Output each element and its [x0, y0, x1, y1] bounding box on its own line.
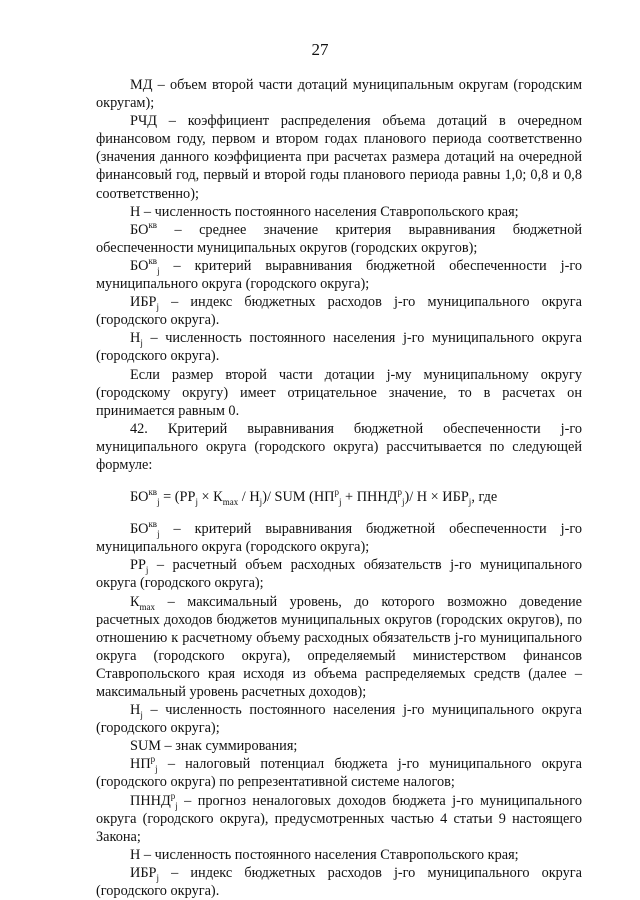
- paragraph-42: 42. Критерий выравнивания бюджетной обеспеченности j-го муниципального округа (городского округа) рассчитывается по следующей формуле:: [96, 420, 582, 473]
- definition-ibr-j: $ИБР_j$ – индекс бюджетных расходов j-го муниципального округа (городского округа).: [96, 864, 582, 900]
- paragraph-ibr-j: $ИБР_j$ – индекс бюджетных расходов j-го муниципального округа (городского округа).: [96, 294, 582, 329]
- paragraph-n-j: $Н_j$ – численность постоянного населения j-го муниципального округа (городского округа).: [96, 330, 582, 365]
- paragraph-rchd: РЧД – коэффициент распределения объема дотаций в очередном финансовом году, первом и втором годах планового периода соответственно (значения данного коэффициента при расчетах размера дотаций на очередной финансовый год, первый и второй годы планового периода равны 1,0; 0,8 и 0,8 соответственно);: [96, 113, 582, 202]
- paragraph-n: Н – численность постоянного населения Ставропольского края;: [130, 203, 519, 220]
- definition-np-j: $НП^р_j$ – налоговый потенциал бюджета j-го муниципального округа (городского округа) по репрезентативной системе налогов;: [96, 754, 582, 791]
- definition-bo-j: $БО^{кв}_j$ – критерий выравнивания бюджетной обеспеченности j-го муниципального округа (городского округа);: [96, 519, 582, 556]
- definition-kmax: $К_{max}$ – максимальный уровень, до которого возможно доведение расчетных доходов бюджетов муниципальных округов (городских округов), по отношению к расчетному объему расходных обязательств j-го муниципального округа (городского округа), определяемый министерством финансов Ставропольского края исходя из объема распределяемых средств (далее – максимальный уровень расчетных доходов);: [96, 593, 582, 700]
- definition-sum: SUM – знак суммирования;: [130, 738, 298, 755]
- formula: $БО^{кв}_j = (РР_j \times К_{max} / Н_j)/$ SUM ($НП^р_j$ + $ПННД^р_j)/$ $Н \times ИБР_j$, где: [130, 487, 498, 507]
- page-number: 27: [311, 40, 329, 59]
- definition-n-j: $Н_j$ – численность постоянного населения j-го муниципального округа (городского округа);: [96, 702, 582, 737]
- definition-rr-j: $РР_j$ – расчетный объем расходных обязательств j-го муниципального округа (городского округа);: [96, 557, 582, 592]
- paragraph-negative: Если размер второй части дотации j-му муниципальному округу (городскому округу) имеет отрицательное значение, то в расчетах он принимается равным 0.: [96, 366, 582, 419]
- definition-n: Н – численность постоянного населения Ставропольского края;: [130, 846, 519, 863]
- paragraph-bo-j: $БО^{кв}_j$ – критерий выравнивания бюджетной обеспеченности j-го муниципального округа (городского округа);: [96, 256, 582, 293]
- definition-pnnd-j: $ПННД^р_j$ – прогноз неналоговых доходов бюджета j-го муниципального округа (городского округа), предусмотренных частью 4 статьи 9 настоящего Закона;: [96, 790, 582, 845]
- document-body: [96, 76, 582, 900]
- paragraph-bo-avg: $БО^{кв}$ – среднее значение критерия выравнивания бюджетной обеспеченности муниципальных округов (городских округов);: [96, 219, 582, 256]
- paragraph-md: МД – объем второй части дотаций муниципальным округам (городским округам);: [96, 77, 582, 112]
